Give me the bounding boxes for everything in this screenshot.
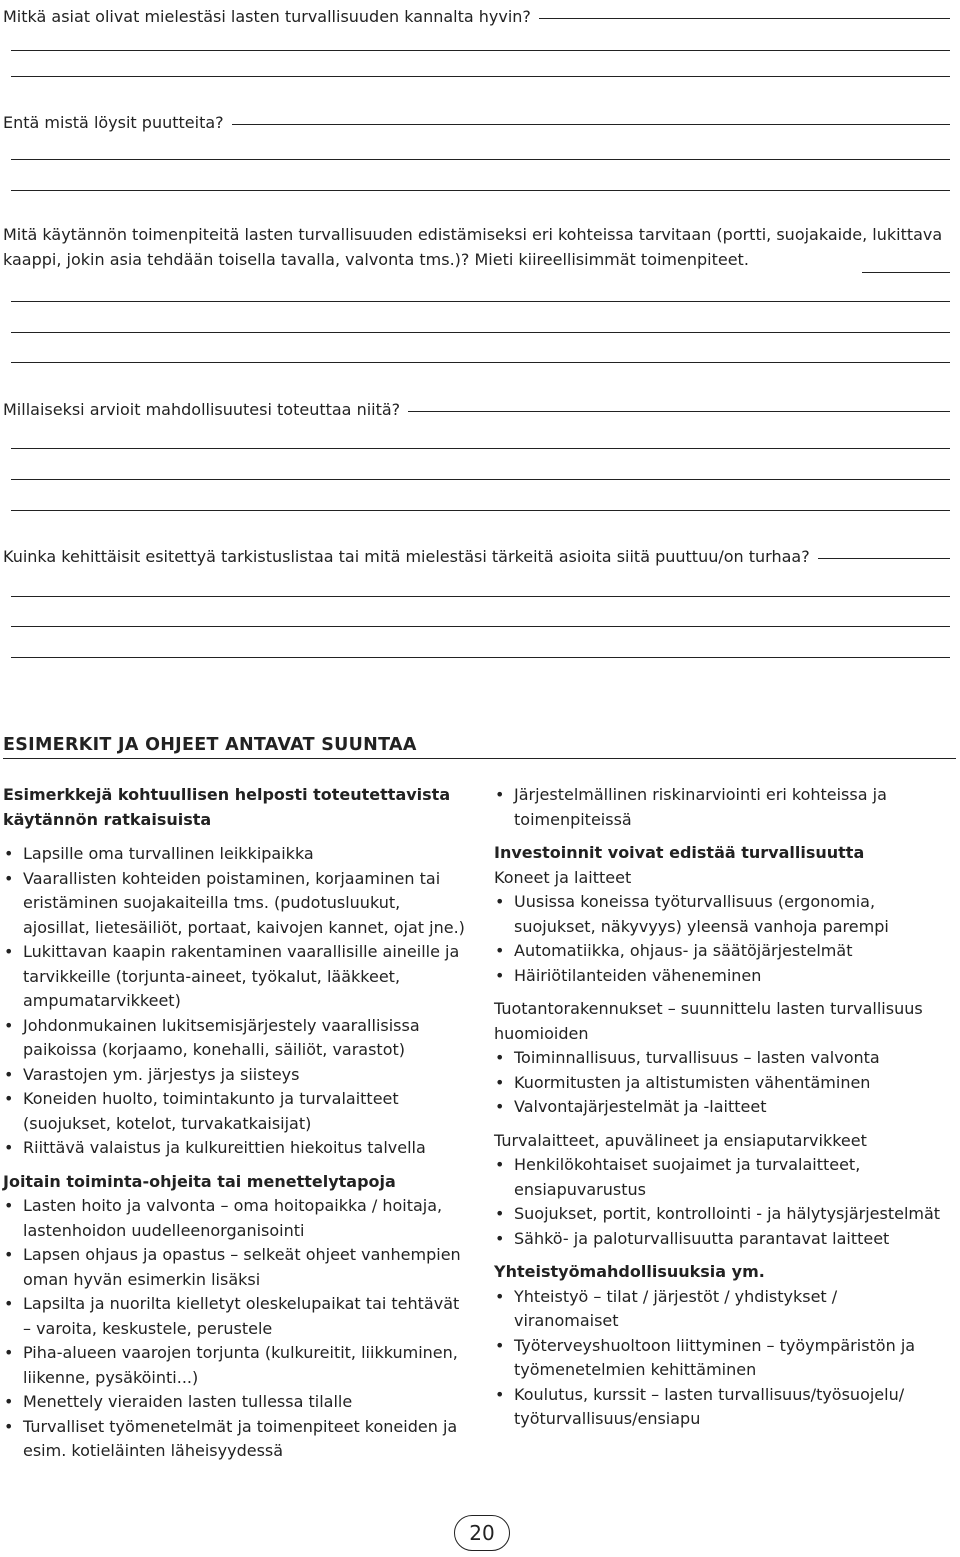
answer-line[interactable] <box>11 362 950 363</box>
question-5-text: Kuinka kehittäisit esitettyä tarkistuslistaa tai mitä mielestäsi tärkeitä asioita siitä puuttuu/on turhaa? <box>3 547 810 566</box>
list-item: • Yhteistyö – tilat / järjestöt / yhdistykset / viranomaiset <box>494 1285 946 1334</box>
right-column <box>494 783 946 1432</box>
list-item: • Johdonmukainen lukitsemisjärjestely vaarallisissa paikoissa (korjaamo, konehalli, säiliöt, varastot) <box>3 1014 465 1063</box>
list-item: • Koulutus, kurssit – lasten turvallisuus/työsuojelu/ työturvallisuus/ensiapu <box>494 1383 946 1432</box>
list-item: • Varastojen ym. järjestys ja siisteys <box>3 1063 465 1088</box>
section-title: ESIMERKIT JA OHJEET ANTAVAT SUUNTAA <box>3 734 956 759</box>
answer-line[interactable] <box>11 479 950 480</box>
left-column <box>3 783 465 1464</box>
answer-line[interactable] <box>232 124 950 125</box>
answer-line[interactable] <box>11 190 950 191</box>
list-item: • Häiriötilanteiden väheneminen <box>494 964 946 989</box>
answer-line[interactable] <box>11 596 950 597</box>
question-1-text: Mitkä asiat olivat mielestäsi lasten turvallisuuden kannalta hyvin? <box>3 7 531 26</box>
right-list-4 <box>494 1285 946 1432</box>
list-item: • Uusissa koneissa työturvallisuus (ergonomia, suojukset, näkyvyys) yleensä vanhoja parempi <box>494 890 946 939</box>
list-item: • Lasten hoito ja valvonta – oma hoitopaikka / hoitaja, lastenhoidon uudelleenorganisointi <box>3 1194 465 1243</box>
list-item: • Henkilökohtaiset suojaimet ja turvalaitteet, ensiapuvarustus <box>494 1153 946 1202</box>
list-item: • Menettely vieraiden lasten tullessa tilalle <box>3 1390 465 1415</box>
answer-line[interactable] <box>11 76 950 77</box>
list-item: • Suojukset, portit, kontrollointi - ja hälytysjärjestelmät <box>494 1202 946 1227</box>
question-5 <box>3 544 950 569</box>
list-item: • Valvontajärjestelmät ja -laitteet <box>494 1095 946 1120</box>
answer-line[interactable] <box>539 18 950 19</box>
right-list-2 <box>494 1046 946 1120</box>
list-item: • Koneiden huolto, toimintakunto ja turvalaitteet (suojukset, kotelot, turvakatkaisijat) <box>3 1087 465 1136</box>
right-list-1 <box>494 890 946 988</box>
right-heading-1: Investoinnit voivat edistää turvallisuutta <box>494 843 865 862</box>
question-2-text: Entä mistä löysit puutteita? <box>3 113 224 132</box>
right-subheading-3: Turvalaitteet, apuvälineet ja ensiaputarvikkeet <box>494 1130 867 1150</box>
question-3-text: Mitä käytännön toimenpiteitä lasten turvallisuuden edistämiseksi eri kohteissa tarvitaan (portti, suojakaide, lukittava kaappi, jokin asia tehdään toisella tavalla, valvonta tms.)? Mieti kiireellisimmät toimenpiteet. <box>3 225 943 269</box>
answer-line[interactable] <box>408 411 950 412</box>
list-item: • Toiminnallisuus, turvallisuus – lasten valvonta <box>494 1046 946 1071</box>
page-number: 20 <box>454 1515 510 1551</box>
question-1 <box>3 4 950 29</box>
list-item: • Sähkö- ja paloturvallisuutta parantavat laitteet <box>494 1227 946 1252</box>
answer-line[interactable] <box>11 332 950 333</box>
right-subheading-1: Koneet ja laitteet <box>494 867 632 887</box>
list-item: • Riittävä valaistus ja kulkureittien hiekoitus talvella <box>3 1136 465 1161</box>
answer-line[interactable] <box>11 50 950 51</box>
right-heading-2: Yhteistyömahdollisuuksia ym. <box>494 1262 765 1281</box>
answer-line[interactable] <box>11 657 950 658</box>
answer-line[interactable] <box>11 626 950 627</box>
left-list-2 <box>3 1194 465 1464</box>
question-4 <box>3 397 950 422</box>
answer-line[interactable] <box>11 448 950 449</box>
answer-line[interactable] <box>818 558 950 559</box>
list-item: • Turvalliset työmenetelmät ja toimenpiteet koneiden ja esim. kotieläinten läheisyydessä <box>3 1415 465 1464</box>
right-subheading-2: Tuotantorakennukset – suunnittelu lasten turvallisuus huomioiden <box>494 999 923 1043</box>
list-item: • Lapsille oma turvallinen leikkipaikka <box>3 842 465 867</box>
list-item: • Järjestelmällinen riskinarviointi eri kohteissa ja toimenpiteissä <box>494 783 946 832</box>
list-item: • Työterveyshuoltoon liittyminen – työympäristön ja työmenetelmien kehittäminen <box>494 1334 946 1383</box>
right-list-3 <box>494 1153 946 1251</box>
right-list-0 <box>494 783 946 832</box>
answer-line[interactable] <box>11 159 950 160</box>
question-4-text: Millaiseksi arvioit mahdollisuutesi toteuttaa niitä? <box>3 400 401 419</box>
list-item: • Lapsilta ja nuorilta kielletyt oleskelupaikat tai tehtävät – varoita, keskustele, perustele <box>3 1292 465 1341</box>
left-heading-1: Esimerkkejä kohtuullisen helposti toteutettavista käytännön ratkaisuista <box>3 785 451 829</box>
list-item: • Lukittavan kaapin rakentaminen vaarallisille aineille ja tarvikkeille (torjunta-aineet, työkalut, lääkkeet, ampumatarvikkeet) <box>3 940 465 1014</box>
left-heading-2: Joitain toiminta-ohjeita tai menettelytapoja <box>3 1171 396 1191</box>
question-3 <box>3 222 946 272</box>
answer-line[interactable] <box>862 272 950 273</box>
left-list-1 <box>3 842 465 1161</box>
question-2 <box>3 110 950 135</box>
answer-line[interactable] <box>11 510 950 511</box>
list-item: • Piha-alueen vaarojen torjunta (kulkureitit, liikkuminen, liikenne, pysäköinti...) <box>3 1341 465 1390</box>
list-item: • Vaarallisten kohteiden poistaminen, korjaaminen tai eristäminen suojakaiteilla tms. (pudotusluukut, ajosillat, lietesäiliöt, portaat, kaivojen kannet, ojat jne.) <box>3 867 465 941</box>
list-item: • Lapsen ohjaus ja opastus – selkeät ohjeet vanhempien oman hyvän esimerkin lisäksi <box>3 1243 465 1292</box>
list-item: • Automatiikka, ohjaus- ja säätöjärjestelmät <box>494 939 946 964</box>
answer-line[interactable] <box>11 301 950 302</box>
list-item: • Kuormitusten ja altistumisten vähentäminen <box>494 1071 946 1096</box>
